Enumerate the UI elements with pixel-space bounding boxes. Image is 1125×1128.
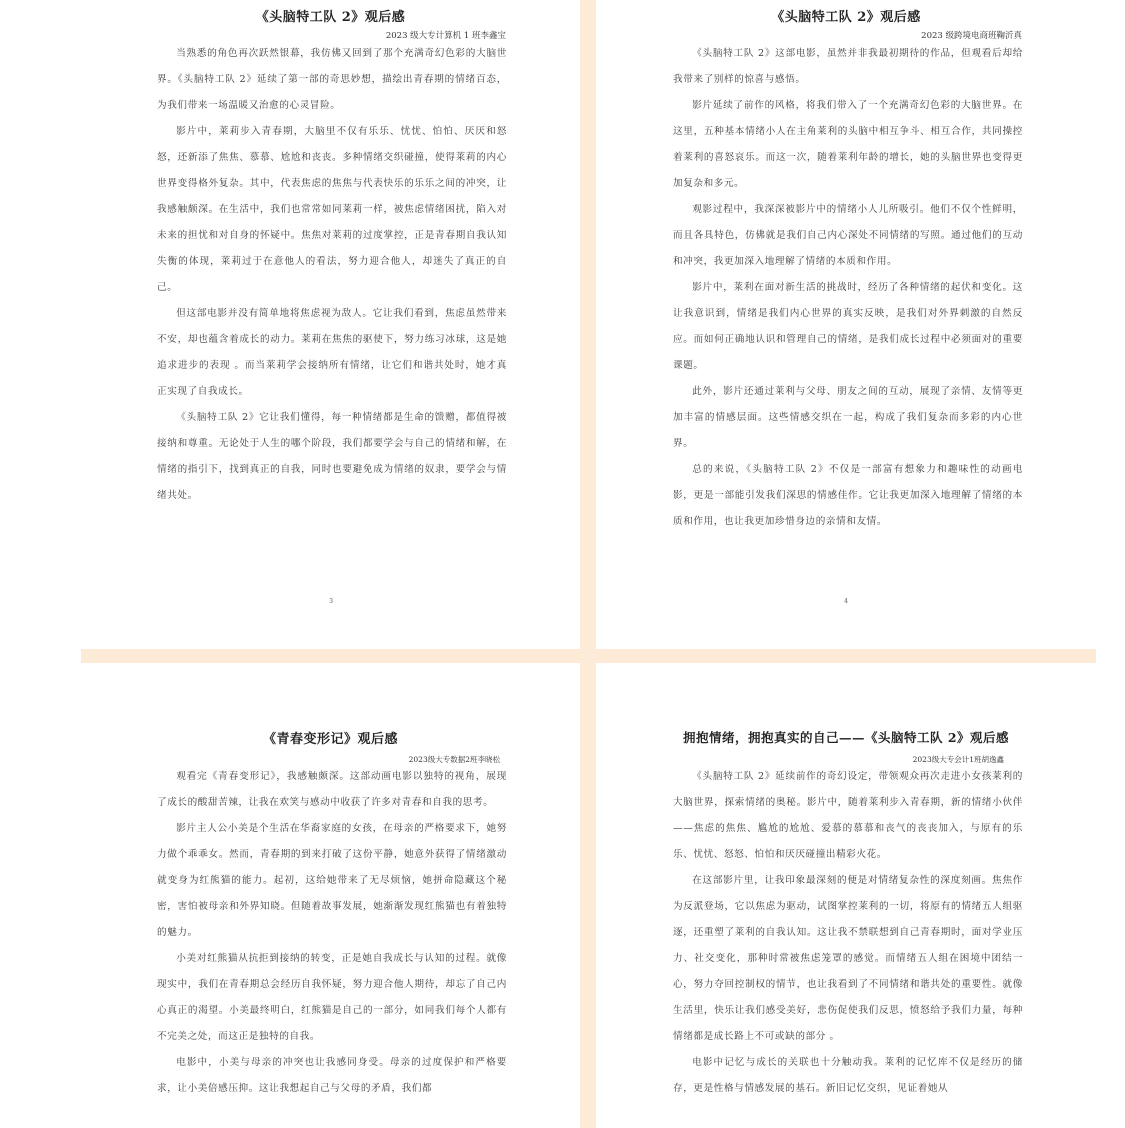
author-line: 2023级大专会计1班胡逸鑫: [912, 755, 1004, 764]
author-line: 2023 级跨境电商班鞠沂真: [921, 31, 1022, 41]
paragraph: 在这部影片里，让我印象最深刻的便是对情绪复杂性的深度刻画。焦焦作为反派登场，它以焦虑为驱动，试图掌控莱利的一切，将原有的情绪五人组驱逐，还重塑了莱利的自我认知。这让我不禁联想到自己青春期时，面对学业压力、社交变化，那种时常被焦虑笼罩的感觉。而情绪五人组在困境中团结一心，努力夺回控制权的情节，也让我看到了不同情绪和谐共处的重要性。就像生活里，快乐让我们感受美好，悲伤促使我们反思，愤怒给予我们力量，每种情绪都是成长路上不可或缺的部分 。: [673, 875, 1023, 1042]
paragraph: 《头脑特工队 2》延续前作的奇幻设定，带领观众再次走进小女孩莱利的大脑世界，探索情绪的奥秘。影片中，随着莱利步入青春期，新的情绪小伙伴——焦虑的焦焦、尴尬的尬尬、爱慕的慕慕和丧气的丧丧加入，与原有的乐乐、忧忧、怒怒、怕怕和厌厌碰撞出精彩火花。: [673, 771, 1023, 860]
paragraph: 总的来说，《头脑特工队 2》不仅是一部富有想象力和趣味性的动画电影，更是一部能引发我们深思的情感佳作。它让我更加深入地理解了情绪的本质和作用，也让我更加珍惜身边的亲情和友情。: [673, 464, 1023, 527]
page-gap-vertical: [580, 0, 596, 1128]
body-text: [673, 764, 1023, 1102]
paragraph: 《头脑特工队 2》这部电影，虽然并非我最初期待的作品，但观看后却给我带来了别样的惊喜与感悟。: [673, 48, 1023, 85]
paragraph: 电影中记忆与成长的关联也十分触动我。莱利的记忆库不仅是经历的储存，更是性格与情感发展的基石。新旧记忆交织，见证着她从: [673, 1057, 1023, 1094]
document-page-2: [596, 0, 1096, 649]
page-title: 《青春变形记》观后感: [262, 732, 398, 747]
body-text: [673, 41, 1023, 535]
body-text: [157, 41, 507, 509]
paragraph: 影片主人公小美是个生活在华裔家庭的女孩，在母亲的严格要求下，她努力做个乖乖女。然而，青春期的到来打破了这份平静，她意外获得了情绪激动就变身为红熊猫的能力。起初，这给她带来了无尽烦恼，她拼命隐藏这个秘密，害怕被母亲和外界知晓。但随着故事发展，她渐渐发现红熊猫也有着独特的魅力。: [157, 823, 507, 938]
author-line: 2023 级大专计算机 1 班李鑫宝: [385, 31, 506, 41]
paragraph: 此外，影片还通过莱利与父母、朋友之间的互动，展现了亲情、友情等更加丰富的情感层面。这些情感交织在一起，构成了我们复杂而多彩的内心世界。: [673, 386, 1023, 449]
paragraph: 观影过程中，我深深被影片中的情绪小人儿所吸引。他们不仅个性鲜明，而且各具特色，仿佛就是我们自己内心深处不同情绪的写照。通过他们的互动和冲突，我更加深入地理解了情绪的本质和作用。: [673, 204, 1023, 267]
page-title: 《头脑特工队 2》观后感: [255, 10, 406, 25]
paragraph: 《头脑特工队 2》它让我们懂得，每一种情绪都是生命的馈赠，都值得被接纳和尊重。无论处于人生的哪个阶段，我们都要学会与自己的情绪和解，在情绪的指引下，找到真正的自我，同时也要避免成为情绪的奴隶，要学会与情绪共处。: [157, 412, 507, 501]
page-title: 《头脑特工队 2》观后感: [771, 10, 921, 25]
paragraph: 小美对红熊猫从抗拒到接纳的转变，正是她自我成长与认知的过程。就像现实中，我们在青春期总会经历自我怀疑，努力迎合他人期待，却忘了自己内心真正的渴望。小美最终明白，红熊猫是自己的一部分，如同我们每个人都有不完美之处，而这正是独特的自我。: [157, 953, 507, 1042]
paragraph: 影片中，莱莉步入青春期，大脑里不仅有乐乐、忧忧、怕怕、厌厌和怒怒，还新添了焦焦、慕慕、尬尬和丧丧。多种情绪交织碰撞，使得莱莉的内心世界变得格外复杂。其中，代表焦虑的焦焦与代表快乐的乐乐之间的冲突，让我感触颇深。在生活中，我们也常常如同莱莉一样，被焦虑情绪困扰，陷入对未来的担忧和对自身的怀疑中。焦焦对莱莉的过度掌控，正是青春期自我认知失衡的体现，莱莉过于在意他人的看法，努力迎合他人，却迷失了真正的自己。: [157, 126, 507, 293]
paragraph: 影片中，莱利在面对新生活的挑战时，经历了各种情绪的起伏和变化。这让我意识到，情绪是我们内心世界的真实反映，是我们对外界刺激的自然反应。而如何正确地认识和管理自己的情绪，是我们成长过程中必须面对的重要课题。: [673, 282, 1023, 371]
page-number: 4: [844, 598, 848, 605]
body-text: [157, 764, 507, 1102]
page-number: 3: [329, 598, 333, 605]
document-page-1: [81, 0, 580, 649]
paragraph: 影片延续了前作的风格，将我们带入了一个充满奇幻色彩的大脑世界。在这里，五种基本情绪小人在主角莱利的头脑中相互争斗、相互合作，共同操控着莱利的喜怒哀乐。而这一次，随着莱利年龄的增长，她的头脑世界也变得更加复杂和多元。: [673, 100, 1023, 189]
document-page-3: [81, 663, 580, 1128]
page-title: 拥抱情绪，拥抱真实的自己——《头脑特工队 2》观后感: [682, 730, 1010, 745]
paragraph: 当熟悉的角色再次跃然银幕，我仿佛又回到了那个充满奇幻色彩的大脑世界。《头脑特工队 2》延续了第一部的奇思妙想，描绘出青春期的情绪百态，为我们带来一场温暖又治愈的心灵冒险。: [157, 48, 507, 111]
document-page-4: [596, 663, 1096, 1128]
paragraph: 观看完《青春变形记》，我感触颇深。这部动画电影以独特的视角，展现了成长的酸甜苦辣，让我在欢笑与感动中收获了许多对青春和自我的思考。: [157, 771, 507, 808]
author-line: 2023级大专数据2班李晓松: [408, 755, 500, 764]
paragraph: 电影中，小美与母亲的冲突也让我感同身受。母亲的过度保护和严格要求，让小美倍感压抑。这让我想起自己与父母的矛盾，我们都: [157, 1057, 507, 1094]
paragraph: 但这部电影并没有简单地将焦虑视为敌人。它让我们看到，焦虑虽然带来不安，却也蕴含着成长的动力。莱莉在焦焦的驱使下，努力练习冰球，这是她追求进步的表现 。而当莱莉学会接纳所有情绪，让它们和谐共处时，她才真正实现了自我成长。: [157, 308, 507, 397]
